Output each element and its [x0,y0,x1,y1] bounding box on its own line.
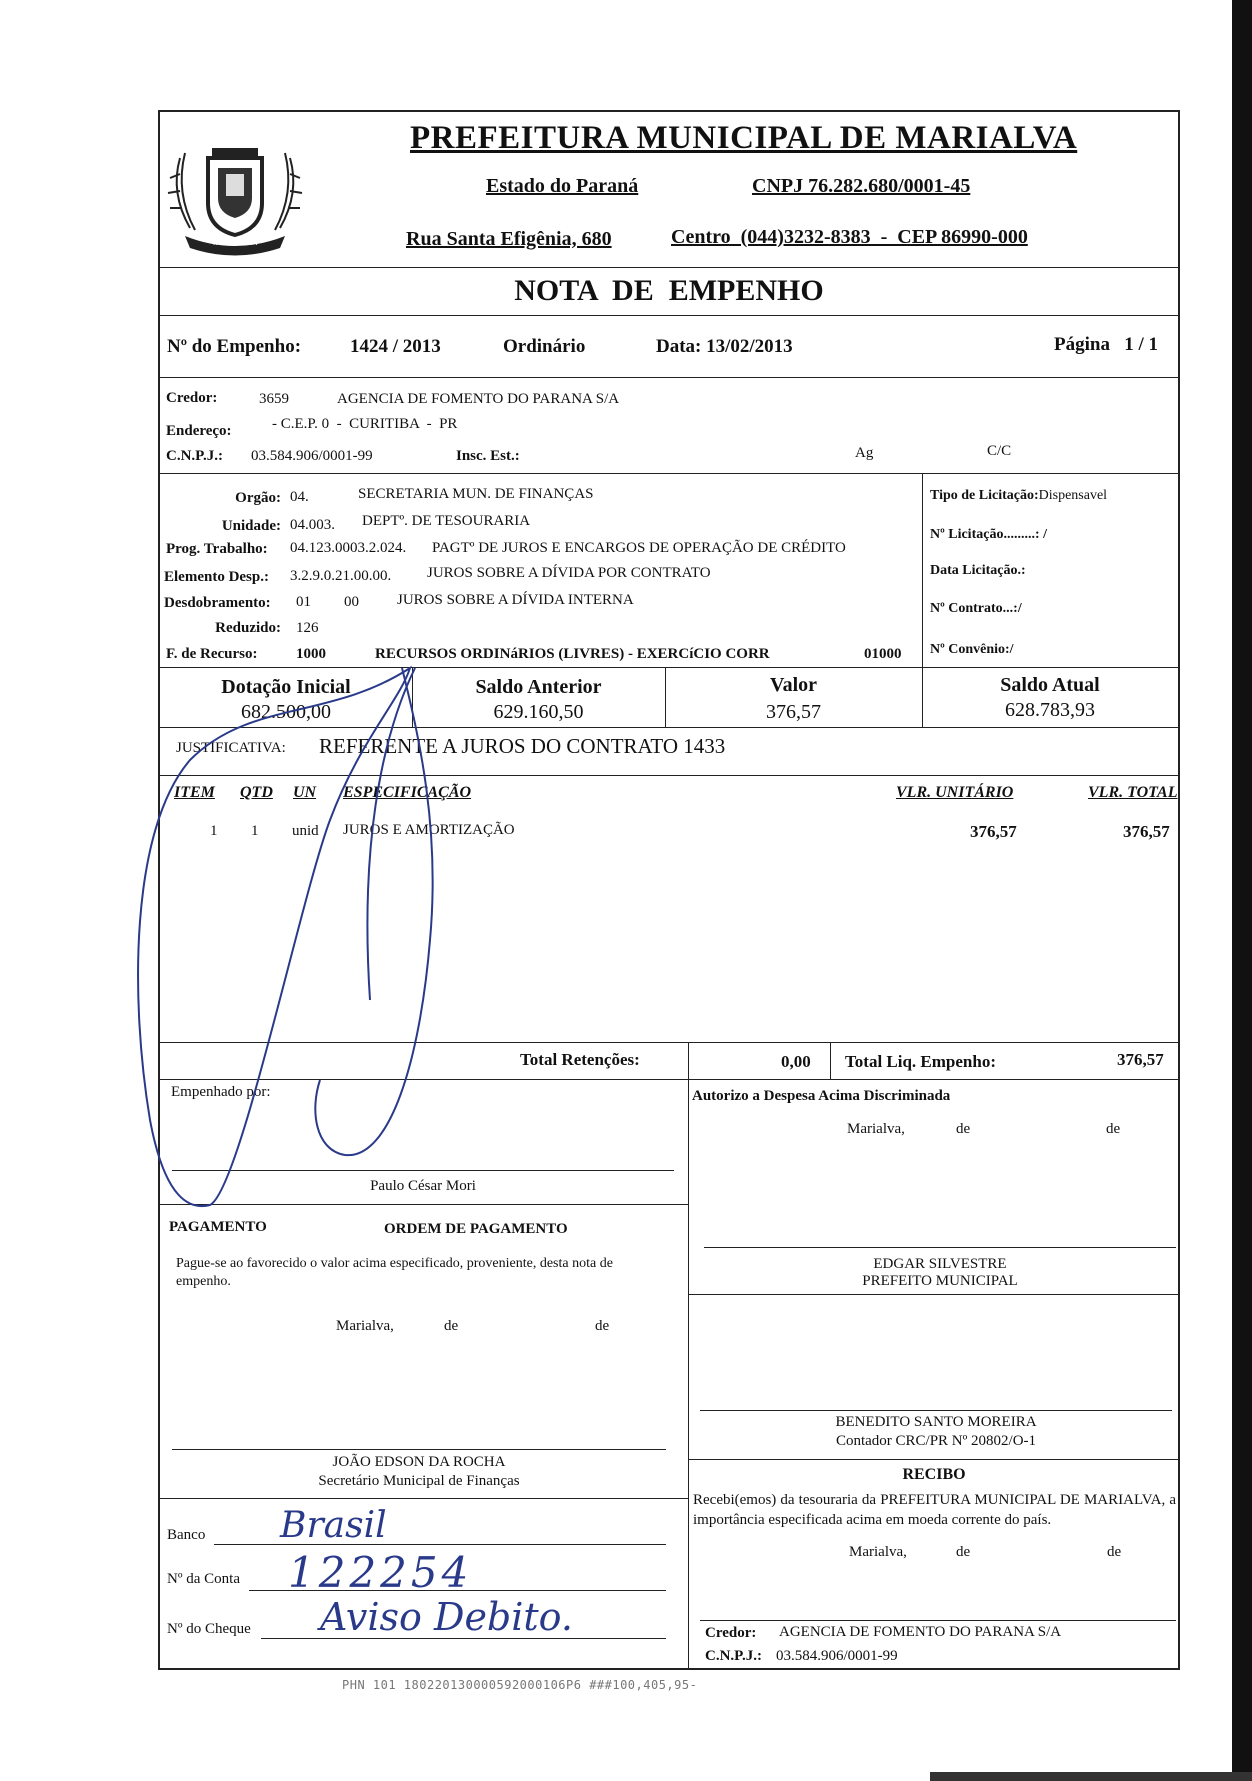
pagamento-text: Pague-se ao favorecido o valor acima especificado, proveniente, desta nota de empenho. [176,1256,613,1289]
desdobramento-label: Desdobramento: [164,595,271,611]
conta-handwritten[interactable]: 122254 [288,1548,473,1597]
banco-handwritten[interactable]: Brasil [280,1505,387,1546]
unidade-code: 04.003. [290,517,335,533]
reduzido-value: 126 [296,620,319,636]
unidade-label: Unidade: [221,518,281,534]
saldo-anterior-label: Saldo Anterior [475,676,602,698]
col-un: UN [293,784,317,801]
banco-label: Banco [167,1527,206,1543]
page-number: Página 1 / 1 [1054,334,1158,355]
valor-label: Valor [769,674,818,696]
cheque-handwritten[interactable]: Aviso Debito. [320,1595,573,1639]
valor-value: 376,57 [766,701,821,723]
ordem-pagamento-label: ORDEM DE PAGAMENTO [384,1221,568,1237]
row-qtd: 1 [251,823,259,839]
recibo-cnpj-label: C.N.P.J.: [705,1648,762,1664]
prog-desc: PAGTº DE JUROS E ENCARGOS DE OPERAÇÃO DE CRÉDITO [432,540,846,556]
saldo-atual-label: Saldo Atual [1000,674,1100,696]
address-label: Rua Santa Efigênia, 680 [406,228,612,250]
elemento-desc: JUROS SOBRE A DÍVIDA POR CONTRATO [427,565,711,581]
endereco-label: Endereço: [166,423,232,439]
contador-role: Contador CRC/PR Nº 20802/O-1 [835,1433,1037,1449]
row-un: unid [292,823,319,839]
scan-edge-bottom [930,1772,1252,1781]
recurso-code: 1000 [296,646,326,662]
insc-label: Insc. Est.: [456,448,520,464]
recibo-de2: de [1107,1544,1122,1560]
empenho-type: Ordinário [503,336,586,357]
pagamento-de2: de [595,1318,610,1334]
footer-code: PHN 101 180220130000592000106P6 ###100,405,95- [342,1678,698,1692]
unidade-desc: DEPTº. DE TESOURARIA [362,513,531,529]
district-phone-cep: Centro (044)3232-8383 - CEP 86990-000 [671,226,1028,248]
contador-name: BENEDITO SANTO MOREIRA [835,1414,1037,1430]
state-label: Estado do Paraná [486,175,639,197]
credor-cnpj: 03.584.906/0001-99 [251,448,373,464]
ag-label: Ag [855,445,874,461]
col-vlr-total: VLR. TOTAL [1088,784,1178,801]
col-especificacao: ESPECIFICAÇÃO [343,784,472,801]
cheque-label: Nº do Cheque [167,1621,251,1637]
total-retencoes-label: Total Retenções: [520,1050,640,1069]
credor-name: AGENCIA DE FOMENTO DO PARANA S/A [337,391,620,407]
credor-cnpj-label: C.N.P.J.: [166,448,223,464]
autorizo-city: Marialva, [847,1121,905,1137]
justificativa-label: JUSTIFICATIVA: [176,740,286,756]
recibo-text: Recebi(emos) da tesouraria da PREFEITURA MUNICIPAL DE MARIALVA, a importância especificada acima em moeda corrente do país. [693,1492,1176,1528]
recurso-label: F. de Recurso: [166,646,258,662]
conta-label: Nº da Conta [167,1571,240,1587]
data-licitacao: Data Licitação.: [930,563,1026,578]
secretario-role: Secretário Municipal de Finanças [318,1473,520,1489]
desdobramento-b: 00 [344,594,359,610]
dotacao-inicial-label: Dotação Inicial [221,676,351,698]
orgao-code: 04. [290,489,309,505]
reduzido-label: Reduzido: [215,620,281,636]
pagamento-city: Marialva, [336,1318,394,1334]
orgao-label: Orgão: [235,490,281,506]
numero-convenio: Nº Convênio:/ [930,642,1014,657]
elemento-label: Elemento Desp.: [164,569,269,585]
prog-label: Prog. Trabalho: [166,541,268,557]
empenhado-name: Paulo César Mori [370,1178,476,1194]
page-title: PREFEITURA MUNICIPAL DE MARIALVA [410,120,1078,156]
prog-code: 04.123.0003.2.024. [290,540,407,556]
pagamento-label: PAGAMENTO [169,1219,267,1235]
tipo-licitacao-label [930,488,1107,504]
empenho-number: 1424 / 2013 [350,336,441,357]
recibo-label: RECIBO [902,1466,966,1483]
dotacao-inicial-value: 682.500,00 [241,701,331,723]
row-item: 1 [210,823,218,839]
numero-licitacao: Nº Licitação.........: / [930,527,1047,542]
autorizo-label: Autorizo a Despesa Acima Discriminada [692,1088,951,1104]
desdobramento-desc: JUROS SOBRE A DÍVIDA INTERNA [397,592,634,608]
crest-text: MARIALVA [212,237,258,247]
row-spec: JUROS E AMORTIZAÇÃO [343,822,515,838]
credor-code: 3659 [259,391,289,407]
empenho-number-label: Nº do Empenho: [167,336,302,357]
prefeito-name: EDGAR SILVESTRE [873,1256,1007,1272]
recibo-credor: AGENCIA DE FOMENTO DO PARANA S/A [779,1624,1062,1640]
credor-label: Credor: [166,390,218,406]
total-retencoes-value: 0,00 [781,1052,811,1071]
total-liquido-label: Total Liq. Empenho: [845,1052,996,1071]
autorizo-de2: de [1106,1121,1121,1137]
saldo-anterior-value: 629.160,50 [493,701,584,723]
desdobramento-a: 01 [296,594,311,610]
recibo-credor-label: Credor: [705,1625,757,1641]
col-vlr-unitario: VLR. UNITÁRIO [896,784,1014,801]
tipo-licitacao-label-text: Tipo de Licitação: [930,488,1039,503]
empenho-date: Data: 13/02/2013 [656,336,793,357]
total-liquido-value: 376,57 [1117,1050,1164,1069]
recibo-cnpj: 03.584.906/0001-99 [776,1648,898,1664]
tipo-licitacao-value: Dispensavel [1038,488,1108,503]
saldo-atual-value: 628.783,93 [1005,699,1095,721]
recurso-number: 01000 [864,646,902,662]
row-total: 376,57 [1123,822,1170,841]
pagamento-de1: de [444,1318,459,1334]
prefeito-role: PREFEITO MUNICIPAL [862,1273,1018,1289]
recurso-desc: RECURSOS ORDINáRIOS (LIVRES) - EXERCíCIO CORR [375,646,770,662]
justificativa-text: REFERENTE A JUROS DO CONTRATO 1433 [319,734,726,758]
orgao-desc: SECRETARIA MUN. DE FINANÇAS [358,486,594,502]
scan-edge [1232,0,1252,1781]
cnpj-label: CNPJ 76.282.680/0001-45 [752,175,971,197]
recibo-city: Marialva, [849,1544,907,1560]
recibo-de1: de [956,1544,971,1560]
autorizo-de1: de [956,1121,971,1137]
doc-title: NOTA DE EMPENHO [514,274,824,307]
elemento-code: 3.2.9.0.21.00.00. [290,568,392,584]
cc-label: C/C [987,443,1012,459]
col-qtd: QTD [240,784,273,801]
col-item: ITEM [174,784,215,801]
numero-contrato: Nº Contrato...:/ [930,601,1022,616]
endereco-value: - C.E.P. 0 - CURITIBA - PR [272,416,458,432]
secretario-name: JOÃO EDSON DA ROCHA [332,1454,506,1470]
row-unit-price: 376,57 [970,822,1017,841]
crest-logo [160,118,310,268]
empenhado-label: Empenhado por: [171,1084,271,1100]
